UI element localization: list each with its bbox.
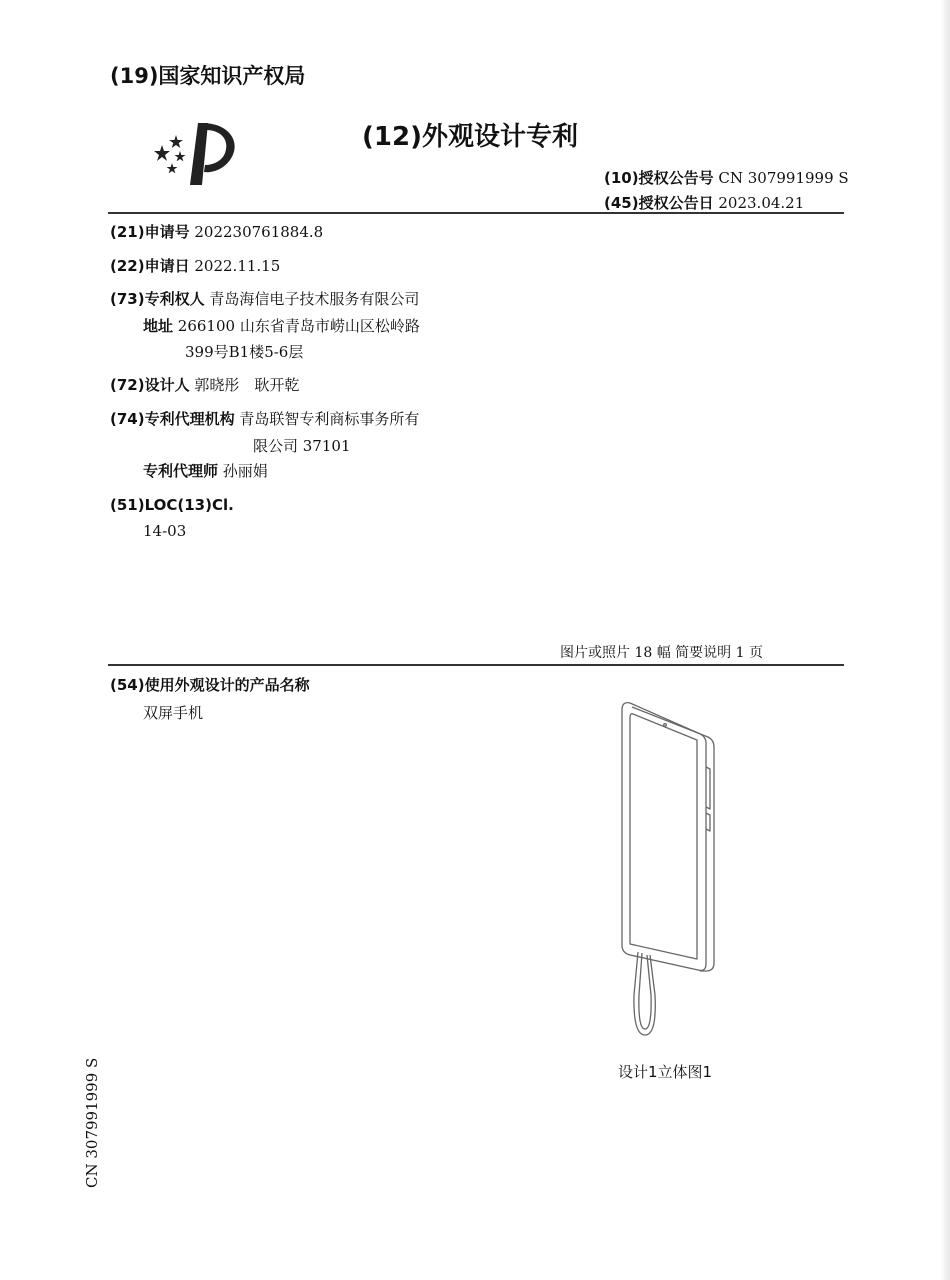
application-number-label: (21)申请号: [110, 223, 190, 241]
publication-number: [604, 168, 849, 188]
publication-number-label: (10)授权公告号: [604, 169, 714, 187]
patentee-label: (73)专利权人: [110, 290, 205, 308]
patent-agent-value: 孙丽娟: [222, 462, 268, 480]
office-name: (19)国家知识产权局: [110, 64, 306, 88]
header-divider: [108, 212, 844, 214]
address-label: 地址: [143, 317, 174, 335]
document-type-title: (12)外观设计专利: [362, 122, 578, 152]
summary-divider: [108, 664, 844, 666]
application-date-label: (22)申请日: [110, 257, 190, 275]
publication-date-value: 2023.04.21: [718, 194, 805, 212]
patent-agency-line-2: 限公司 37101: [253, 437, 351, 455]
application-date: [110, 256, 280, 276]
address-line-1: 266100 山东省青岛市崂山区松岭路: [177, 317, 420, 335]
address-line-2: 399号B1楼5-6层: [185, 343, 304, 361]
design-figure: [600, 695, 730, 1045]
patent-agent: [143, 461, 268, 481]
address: [143, 316, 420, 336]
patent-agent-label: 专利代理师: [143, 462, 219, 480]
loc-classification-value: 14-03: [143, 522, 187, 540]
publication-date-label: (45)授权公告日: [604, 194, 714, 212]
application-number: [110, 222, 323, 242]
patent-agency-line-1: 青岛联智专利商标事务所有: [239, 410, 420, 428]
product-name-label: (54)使用外观设计的产品名称: [110, 676, 310, 694]
loc-classification-label: (51)LOC(13)Cl.: [110, 496, 234, 514]
product-name-value: 双屏手机: [143, 704, 204, 722]
designer-value: 郭晓彤 耿开乾: [194, 376, 300, 394]
designer: [110, 375, 299, 395]
patentee: [110, 289, 419, 309]
patentee-value: 青岛海信电子技术服务有限公司: [209, 290, 420, 308]
application-number-value: 202230761884.8: [194, 223, 324, 241]
patent-agency-label: (74)专利代理机构: [110, 410, 235, 428]
figure-caption: 设计1立体图1: [618, 1063, 713, 1081]
patent-agency: [110, 409, 419, 429]
cnipa-logo: [150, 115, 245, 190]
pages-summary: 图片或照片 18 幅 简要说明 1 页: [560, 645, 763, 661]
publication-number-value: CN 307991999 S: [718, 169, 849, 187]
page-edge-shadow: [940, 0, 950, 1280]
designer-label: (72)设计人: [110, 376, 190, 394]
application-date-value: 2022.11.15: [194, 257, 281, 275]
publication-date: [604, 193, 804, 213]
phone-drawing: [600, 695, 730, 1045]
vertical-publication-number: CN 307991999 S: [83, 1057, 101, 1188]
